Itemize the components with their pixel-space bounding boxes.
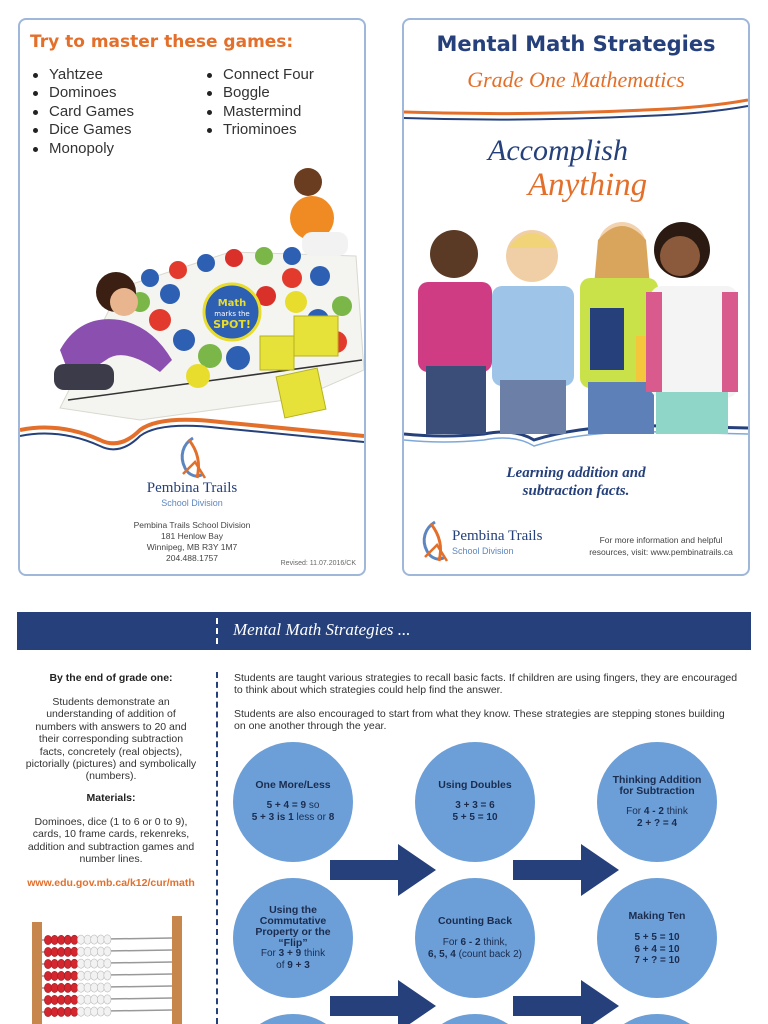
strategy-title	[605, 911, 709, 922]
strategy-title	[241, 905, 345, 949]
strategy-title	[241, 780, 345, 791]
game-item: Triominoes	[204, 121, 314, 139]
rekenrek-bead	[71, 959, 78, 968]
side-text-line: understanding of addition of	[46, 708, 176, 721]
strategy-title-line: Property or the “Flip”	[255, 926, 331, 949]
strategy-body-segment: 7 + ? = 10	[634, 955, 680, 966]
section-banner	[17, 612, 751, 650]
materials-text	[18, 816, 204, 866]
arrow-right-icon	[513, 842, 621, 898]
strategy-title-line: Thinking Addition	[612, 774, 702, 786]
rekenrek-bead	[91, 995, 98, 1004]
rekenrek-bead	[64, 971, 71, 980]
tagline-line: subtraction facts.	[522, 483, 630, 499]
strategy-body-segment: think	[301, 948, 326, 959]
address-line: 204.488.1757	[166, 553, 218, 563]
strategy-title-line: Commutative	[259, 915, 327, 927]
strategy-body-segment: 2 + ? = 4	[636, 817, 678, 829]
rekenrek-bead	[84, 983, 91, 992]
more-info-line: resources, visit: www.pembinatrails.ca	[589, 547, 733, 557]
strategy-body-line	[603, 818, 711, 830]
strategy-body-line	[239, 948, 347, 960]
arrow-right-icon	[330, 978, 438, 1024]
pembina-logo-icon	[175, 434, 209, 482]
strategy-body-segment: For	[442, 937, 461, 948]
rekenrek-bead	[104, 959, 111, 968]
strategy-title-line: Using Doubles	[438, 779, 512, 791]
strategy-body-segment: less or	[293, 811, 329, 823]
side-heading: By the end of grade one:	[49, 672, 173, 684]
address-line: 181 Henlow Bay	[161, 531, 223, 541]
strategy-body-line	[239, 800, 347, 812]
rekenrek-bead	[44, 935, 51, 944]
rekenrek-bead	[84, 959, 91, 968]
intro-line: Students are also encouraged to start from what they know. These strategies are stepping stones building	[234, 708, 725, 720]
rekenrek-bead	[104, 971, 111, 980]
materials-line: cards, 10 frame cards, rekenreks,	[32, 828, 190, 841]
side-text-line: facts, concretely (real objects),	[39, 745, 183, 758]
intro-line: on one another through the year.	[234, 720, 387, 732]
arrow-right-icon	[330, 842, 438, 898]
strategy-body-segment: 8	[328, 811, 335, 823]
rekenrek-bead	[97, 959, 104, 968]
rekenrek-bead	[58, 959, 65, 968]
strategy-body-segment: 9 + 3	[287, 959, 310, 971]
rekenrek-bead	[84, 947, 91, 956]
rekenrek-bead	[58, 1007, 65, 1016]
rekenrek-bead	[97, 983, 104, 992]
strategy-body	[603, 806, 711, 829]
rekenrek-bead	[91, 983, 98, 992]
rekenrek-bead	[91, 947, 98, 956]
back-panel	[18, 18, 366, 576]
logo-sub: School Division	[161, 498, 223, 508]
cover-subtitle: Grade One Mathematics	[467, 67, 685, 92]
rekenrek-bead	[71, 983, 78, 992]
rekenrek-bead	[51, 959, 58, 968]
more-info	[582, 534, 740, 558]
rekenrek-bead	[64, 935, 71, 944]
rekenrek-bead	[58, 935, 65, 944]
rekenrek-bead	[97, 995, 104, 1004]
rekenrek-bead	[77, 971, 84, 980]
rekenrek-bead	[71, 971, 78, 980]
more-info-line: For more information and helpful	[599, 535, 723, 545]
logo-text	[452, 528, 542, 556]
strategy-title-line: Using the	[269, 904, 317, 916]
rekenrek-bead	[58, 983, 65, 992]
rekenrek-bead	[84, 995, 91, 1004]
logo-name: Pembina Trails	[146, 480, 238, 496]
strategy-body-segment: so	[306, 800, 320, 811]
strategy-body-segment: 6, 5, 4	[428, 948, 456, 960]
strategy-body	[239, 800, 347, 823]
cover-panel	[402, 18, 750, 576]
rekenrek-bead	[91, 1007, 98, 1016]
strategy-title	[423, 780, 527, 791]
strategy-body-segment: think	[663, 806, 688, 817]
rekenrek-bead	[44, 959, 51, 968]
rekenrek-bead	[97, 971, 104, 980]
strategy-body-segment: 6 - 2	[460, 937, 481, 948]
game-item: Connect Four	[204, 66, 314, 84]
strategy-body	[603, 932, 711, 967]
game-item: Mastermind	[204, 103, 314, 121]
rekenrek-bead	[77, 935, 84, 944]
banner-divider	[216, 618, 218, 644]
rekenrek-bead	[51, 935, 58, 944]
strategy-body-segment: of	[276, 959, 288, 971]
strategy-body-segment: 5 + 3 is 1	[251, 811, 294, 823]
game-item: Yahtzee	[30, 66, 134, 84]
students-photo	[404, 216, 748, 434]
address-line: Pembina Trails School Division	[133, 520, 251, 530]
strategy-body-segment: 3 + 9	[278, 948, 302, 959]
strategy-title-line: One More/Less	[255, 779, 331, 791]
strategy-body	[239, 948, 347, 971]
strategy-body-segment: 5 + 5 = 10	[452, 811, 498, 823]
side-text-line: (numbers).	[85, 770, 137, 783]
materials-line: Dominoes, dice (1 to 6 or 0 to 9),	[34, 816, 188, 828]
side-text-line: Students demonstrate an	[52, 696, 170, 708]
rekenrek-bead	[51, 995, 58, 1004]
game-item: Card Games	[30, 103, 134, 121]
rekenrek-bead	[51, 947, 58, 956]
strategy-body	[421, 800, 529, 823]
strategy-body-line	[603, 944, 711, 956]
pembina-logo-icon	[418, 518, 450, 564]
rekenrek-bead	[64, 1007, 71, 1016]
strategy-body	[421, 937, 529, 960]
banner-title: Mental Math Strategies ...	[233, 620, 411, 639]
curriculum-link[interactable]: www.edu.gov.mb.ca/k12/cur/math	[27, 877, 195, 889]
side-text-line: their corresponding subtraction	[38, 733, 184, 746]
strategy-body-segment: 6 + 4 = 10	[634, 943, 680, 955]
rekenrek-bead	[104, 983, 111, 992]
rekenrek-bead	[91, 959, 98, 968]
game-item: Boggle	[204, 84, 314, 102]
address-line: Winnipeg, MB R3Y 1M7	[146, 542, 238, 552]
rekenrek-bead	[77, 959, 84, 968]
rekenrek-bead	[44, 983, 51, 992]
rekenrek-bead	[91, 935, 98, 944]
rekenrek-bead	[104, 935, 111, 944]
strategy-title	[423, 916, 527, 927]
rekenrek-bead	[77, 1007, 84, 1016]
rekenrek-bead	[44, 971, 51, 980]
rekenrek-bead	[84, 1007, 91, 1016]
rekenrek-bead	[44, 1007, 51, 1016]
games-heading: Try to master these games:	[30, 32, 294, 52]
logo-text	[20, 480, 364, 508]
strategy-body-segment: (count back 2)	[455, 948, 522, 960]
strategy-title-line: Making Ten	[628, 910, 686, 922]
side-text-line: pictorially (pictures) and symbolically	[25, 758, 197, 771]
rekenrek-bead	[84, 935, 91, 944]
tagline-line: Learning addition and	[506, 465, 646, 481]
intro-line: Students are taught various strategies to recall basic facts. If children are using fingers, they are encouraged	[234, 672, 738, 684]
game-item: Dominoes	[30, 84, 134, 102]
rekenrek-bead	[71, 947, 78, 956]
logo-name: Pembina Trails	[452, 528, 543, 544]
intro-paragraph	[234, 672, 746, 696]
rekenrek-bead	[71, 1007, 78, 1016]
rekenrek-bead	[77, 995, 84, 1004]
arrow-right-icon	[513, 978, 621, 1024]
rekenrek-bead	[104, 995, 111, 1004]
logo-sub: School Division	[452, 546, 514, 556]
rekenrek-bead	[97, 935, 104, 944]
strategy-body-line	[603, 806, 711, 818]
game-item: Monopoly	[30, 140, 134, 158]
mat-text: marks the	[214, 310, 250, 318]
cover-tagline	[404, 464, 748, 500]
strategy-title	[605, 775, 709, 797]
rekenrek-bead	[51, 971, 58, 980]
intro-paragraph	[234, 708, 746, 732]
materials-line: addition and subtraction games and	[27, 840, 195, 853]
column-divider	[216, 672, 218, 1024]
strategy-body-line	[239, 960, 347, 972]
strategy-body-line	[421, 949, 529, 961]
math-mat-photo	[20, 20, 364, 480]
strategy-body-line	[603, 932, 711, 944]
rekenrek-bead	[64, 983, 71, 992]
rekenrek-bead	[71, 935, 78, 944]
mat-text: SPOT!	[213, 318, 251, 331]
rekenrek-bead	[58, 971, 65, 980]
slogan-anything: Anything	[528, 167, 648, 203]
rekenrek-bead	[64, 947, 71, 956]
rekenrek-bead	[58, 947, 65, 956]
rekenrek-bead	[64, 959, 71, 968]
rekenrek-bead	[77, 983, 84, 992]
strategy-body-line	[421, 937, 529, 949]
rekenrek-bead	[84, 971, 91, 980]
rekenrek-bead	[64, 995, 71, 1004]
strategy-body-segment: 3 + 3 = 6	[455, 800, 495, 811]
address	[20, 520, 364, 564]
rekenrek-bead	[51, 1007, 58, 1016]
materials-line: number lines.	[79, 853, 143, 866]
strategy-body-segment: 5 + 4 = 9	[266, 800, 307, 811]
rekenrek-bead	[97, 947, 104, 956]
rekenrek-bead	[58, 995, 65, 1004]
rekenrek-bead	[91, 971, 98, 980]
side-text	[18, 696, 204, 783]
slogan-accomplish: Accomplish	[488, 134, 628, 167]
rekenrek-bead	[104, 947, 111, 956]
rekenrek-bead	[104, 1007, 111, 1016]
strategy-body-segment: For	[260, 948, 279, 959]
strategy-body-line	[421, 800, 529, 812]
mat-text: Math	[217, 298, 247, 309]
strategy-body-segment: 4 - 2	[643, 806, 664, 817]
revised-note: Revised: 11.07.2016/CK	[280, 560, 356, 567]
strategy-body-line	[421, 812, 529, 824]
cover-title: Mental Math Strategies	[436, 32, 716, 56]
strategy-title-line: for Subtraction	[619, 785, 695, 797]
rekenrek-bead	[44, 947, 51, 956]
side-text-line: numbers with answers to 20 and	[35, 720, 187, 733]
rekenrek-bead	[44, 995, 51, 1004]
rekenrek-bead	[77, 947, 84, 956]
intro-line: to think about which strategies could help find the answer.	[234, 684, 503, 696]
rekenrek-bead	[71, 995, 78, 1004]
strategy-body-segment: 5 + 5 = 10	[634, 932, 680, 943]
strategy-body-line	[239, 812, 347, 824]
strategy-body-segment: For	[626, 806, 644, 817]
rekenrek-bead	[97, 1007, 104, 1016]
strategy-body-line	[603, 955, 711, 967]
game-item: Dice Games	[30, 121, 134, 139]
strategy-body-segment: think,	[480, 937, 508, 948]
strategy-title-line: Counting Back	[437, 915, 513, 927]
rekenrek-bead	[51, 983, 58, 992]
materials-heading: Materials:	[86, 792, 136, 804]
rekenrek-icon	[26, 914, 194, 1024]
